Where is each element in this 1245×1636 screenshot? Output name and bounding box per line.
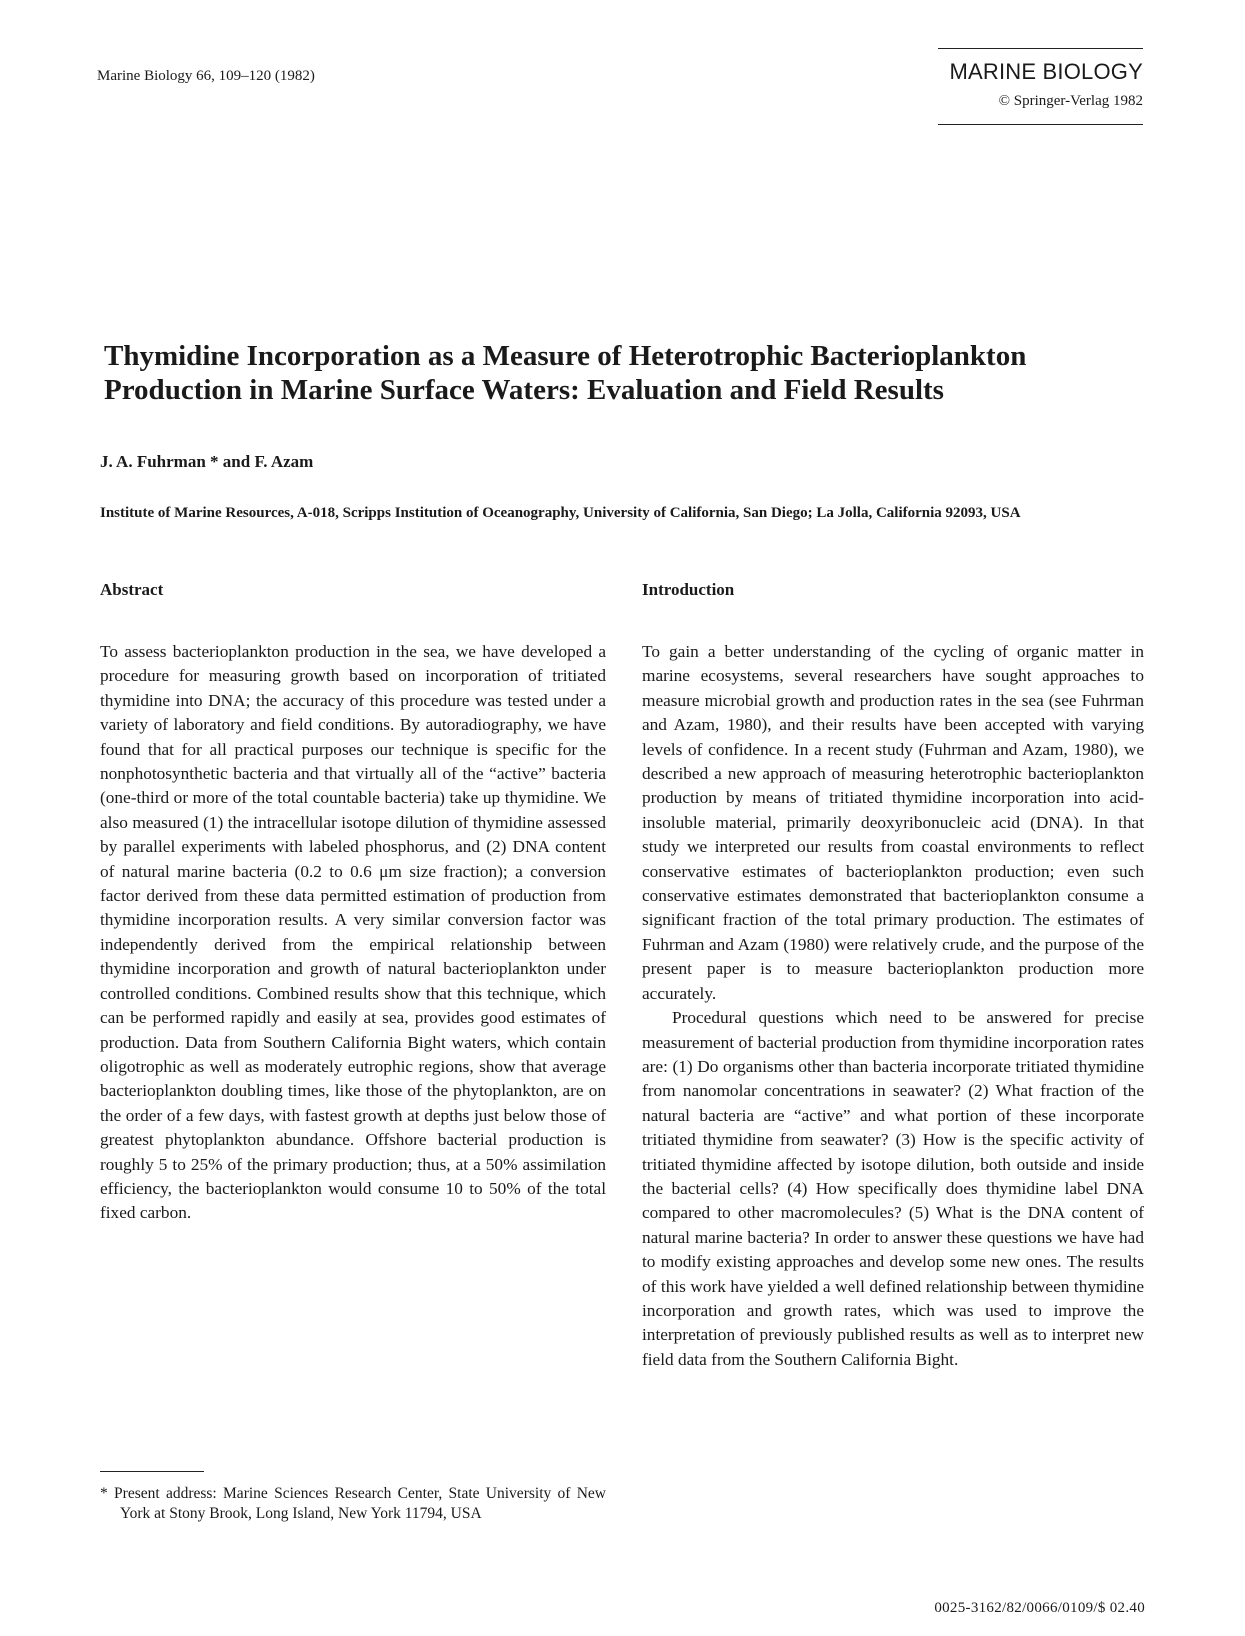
abstract-text: To assess bacterioplankton production in the sea, we have developed a procedure for measuring growth based on incorporation of tritiated thymidine into DNA; the accuracy of this procedure was tested under a variety of laboratory and field conditions. By autoradiography, we have found that for all practical purposes our technique is specific for the nonphotosynthetic bacteria and that virtually all of the “active” bacteria (one-third or more of the total countable bacteria) take up thymidine. We also measured (1) the intracellular isotope dilution of thymidine assessed by parallel experiments with labeled phosphorus, and (2) DNA content of natural marine bacteria (0.2 to 0.6 μm size fraction); a conversion factor derived from these data permitted estimation of production from thymidine incorporation results. A very similar conversion factor was independently derived from the empirical relationship between thymidine incorporation and growth of natural bacterioplankton under controlled conditions. Combined results show that this technique, which can be performed rapidly and easily at sea, provides good estimates of production. Data from Southern California Bight waters, which contain oligotrophic as well as moderately eutrophic regions, show that average bacterioplankton doubling times, like those of the phytoplankton, are on the order of a few days, with fastest growth at depths just below those of greatest phytoplankton abundance. Offshore bacterial production is roughly 5 to 25% of the primary production; thus, at a 50% assimilation efficiency, the bacterioplankton would consume 10 to 50% of the total fixed carbon. (100, 642, 606, 1223)
author-affiliation: Institute of Marine Resources, A-018, Scripps Institution of Oceanography, University of California, San Diego; La Jolla, California 92093, USA (100, 505, 1021, 521)
abstract-column (100, 640, 606, 1226)
introduction-paragraph-1: To gain a better understanding of the cycling of organic matter in marine ecosystems, several researchers have sought approaches to measure microbial growth and production rates in the sea (see Fuhrman and Azam, 1980), and their results have been accepted with varying levels of confidence. In a recent study (Fuhrman and Azam, 1980), we described a new approach of measuring heterotrophic bacterioplankton production by means of tritiated thymidine incorporation into acid-insoluble material, primarily deoxyribonucleic acid (DNA). In that study we interpreted our results from coastal environments to reflect conservative estimates of bacterioplankton production; even such conservative estimates demonstrated that bacterioplankton consume a significant fraction of the total primary production. The estimates of Fuhrman and Azam (1980) were relatively crude, and the purpose of the present paper is to measure bacterioplankton production more accurately. (642, 642, 1144, 1003)
introduction-paragraph-2: Procedural questions which need to be answered for precise measurement of bacterial production from thymidine incorporation rates are: (1) Do organisms other than bacteria incorporate tritiated thymidine from nanomolar concentrations in seawater? (2) What fraction of the natural bacteria are “active” and what portion of these incorporate tritiated thymidine from seawater? (3) How is the specific activity of tritiated thymidine affected by isotope dilution, both outside and inside the bacterial cells? (4) How specifically does thymidine label DNA compared to other macromolecules? (5) What is the DNA content of natural marine bacteria? In order to answer these questions we have had to modify existing approaches and develop some new ones. The results of this work have yielded a well defined relationship between thymidine incorporation and growth rates, which was used to improve the interpretation of previously published results as well as to interpret new field data from the Southern California Bight. (642, 1008, 1144, 1369)
abstract-heading: Abstract (100, 580, 164, 599)
article-title: Thymidine Incorporation as a Measure of Heterotrophic Bacterioplankton Production in Marine Surface Waters: Evaluation and Field Results (104, 340, 1027, 406)
footnote-divider (100, 1471, 204, 1472)
document-code: 0025-3162/82/0066/0109/$ 02.40 (934, 1600, 1145, 1616)
journal-citation: Marine Biology 66, 109–120 (1982) (97, 68, 315, 84)
copyright-notice: © Springer-Verlag 1982 (998, 93, 1143, 109)
journal-name: MARINE BIOLOGY (949, 59, 1143, 84)
introduction-column (642, 640, 1144, 1372)
journal-masthead (938, 48, 1143, 125)
introduction-heading: Introduction (642, 580, 735, 599)
footnote: * Present address: Marine Sciences Research Center, State University of New York at Stony Brook, Long Island, New York 11794, USA (100, 1485, 606, 1522)
article-authors: J. A. Fuhrman * and F. Azam (100, 452, 314, 471)
